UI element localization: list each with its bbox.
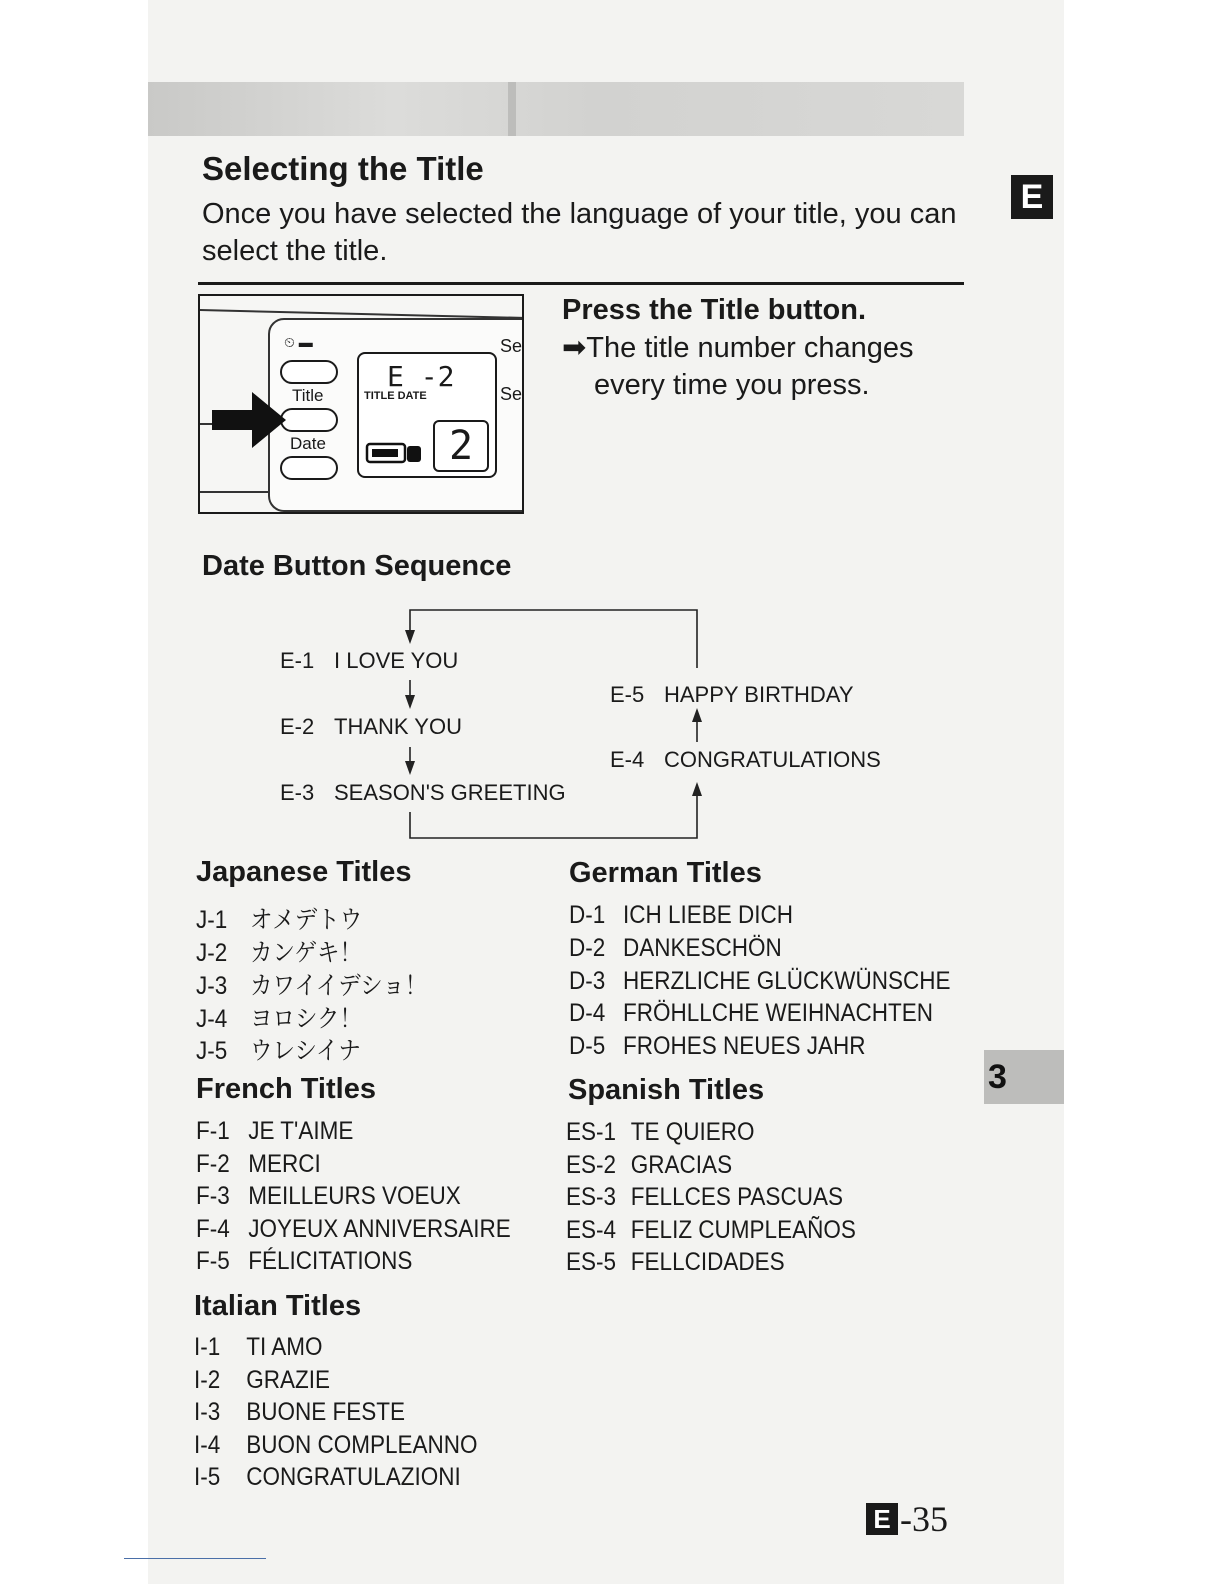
sequence-item-e1: E-1 I LOVE YOU: [280, 648, 459, 673]
sequence-title: Date Button Sequence: [202, 550, 512, 582]
french-title-item: F-4 JOYEUX ANNIVERSAIRE: [196, 1215, 511, 1243]
lcd-title-code: E -2: [387, 360, 455, 393]
lcd-title-number: 2: [433, 420, 489, 472]
sequence-item-e3: E-3 SEASON'S GREETING: [280, 780, 566, 805]
self-timer-button[interactable]: [280, 360, 338, 384]
pointer-arrow-icon: [212, 392, 286, 448]
header-band: [148, 82, 964, 136]
spanish-title-item: ES-3 FELLCES PASCUAS: [566, 1183, 843, 1211]
french-title-item: F-1 JE T'AIME: [196, 1117, 354, 1145]
header-band-mark: [508, 82, 516, 136]
italian-title-item: I-3 BUONE FESTE: [194, 1398, 405, 1426]
spanish-title-item: ES-4 FELIZ CUMPLEAÑOS: [566, 1216, 856, 1244]
german-title-item: D-4 FRÖHLLCHE WEIHNACHTEN: [569, 999, 934, 1027]
spanish-title-item: ES-5 FELLCIDADES: [566, 1248, 785, 1276]
french-title-item: F-5 FÉLICITATIONS: [196, 1247, 413, 1275]
lcd-mode-label: TITLE DATE: [364, 390, 427, 402]
spanish-title-item: ES-2 GRACIAS: [566, 1151, 733, 1179]
german-title-item: D-5 FROHES NEUES JAHR: [569, 1032, 866, 1060]
german-title-item: D-1 ICH LIEBE DICH: [569, 901, 794, 929]
page-number: [866, 1498, 948, 1540]
chapter-tab: 3: [984, 1050, 1064, 1104]
german-title-item: D-3 HERZLICHE GLÜCKWÜNSCHE: [569, 967, 951, 995]
german-title-item: D-2 DANKESCHÖN: [569, 934, 782, 962]
battery-camera-icon: [365, 440, 423, 466]
spanish-title-item: ES-1 TE QUIERO: [566, 1118, 755, 1146]
step-title: Press the Title button.: [562, 294, 867, 326]
step-text: [562, 330, 982, 404]
title-button-label: Title: [292, 386, 324, 405]
italian-title-item: I-5 CONGRATULAZIONI: [194, 1463, 461, 1491]
section-intro: Once you have selected the language of your title, you can select the title.: [202, 198, 957, 267]
japanese-title-item: J-1 オメデトウ: [196, 906, 363, 934]
sequence-item-e4: E-4 CONGRATULATIONS: [610, 747, 881, 772]
date-button[interactable]: [280, 456, 338, 480]
camera-illustration: [198, 294, 524, 514]
french-title-item: F-2 MERCI: [196, 1150, 321, 1178]
date-button-label: Date: [290, 434, 326, 453]
japanese-title-item: J-3 カワイイデショ！: [196, 972, 428, 1000]
footer-line: [124, 1558, 266, 1559]
section-rule: [198, 282, 964, 285]
japanese-title-item: J-4 ヨロシク！: [196, 1005, 363, 1033]
step-text-line2: every time you press.: [594, 369, 870, 401]
german-titles-heading: German Titles: [569, 857, 762, 889]
title-button[interactable]: [280, 408, 338, 432]
page-number-prefix: E: [866, 1503, 898, 1535]
french-titles-heading: French Titles: [196, 1073, 376, 1105]
sequence-item-e2: E-2 THANK YOU: [280, 714, 462, 739]
italian-title-item: I-1 TI AMO: [194, 1333, 323, 1361]
side-tab-e: E: [1011, 175, 1053, 219]
italian-title-item: I-4 BUON COMPLEANNO: [194, 1431, 478, 1459]
section-title: Selecting the Title: [202, 150, 484, 187]
step-text-line1: ➡The title number changes: [562, 332, 914, 364]
french-title-item: F-3 MEILLEURS VOEUX: [196, 1182, 461, 1210]
self-timer-icon: ⏲ ▬: [284, 334, 313, 350]
japanese-title-item: J-2 カンゲキ！: [196, 939, 363, 967]
japanese-title-item: J-5 ウレシイナ: [196, 1037, 361, 1065]
italian-titles-heading: Italian Titles: [194, 1290, 362, 1322]
side-label-2: Se: [500, 384, 523, 404]
japanese-titles-heading: Japanese Titles: [196, 856, 412, 888]
sequence-item-e5: E-5 HAPPY BIRTHDAY: [610, 682, 854, 707]
page-number-value: -35: [900, 1499, 948, 1539]
spanish-titles-heading: Spanish Titles: [568, 1074, 765, 1106]
side-label-1: Se: [500, 336, 523, 356]
italian-title-item: I-2 GRAZIE: [194, 1366, 330, 1394]
lcd-display: [357, 352, 497, 478]
